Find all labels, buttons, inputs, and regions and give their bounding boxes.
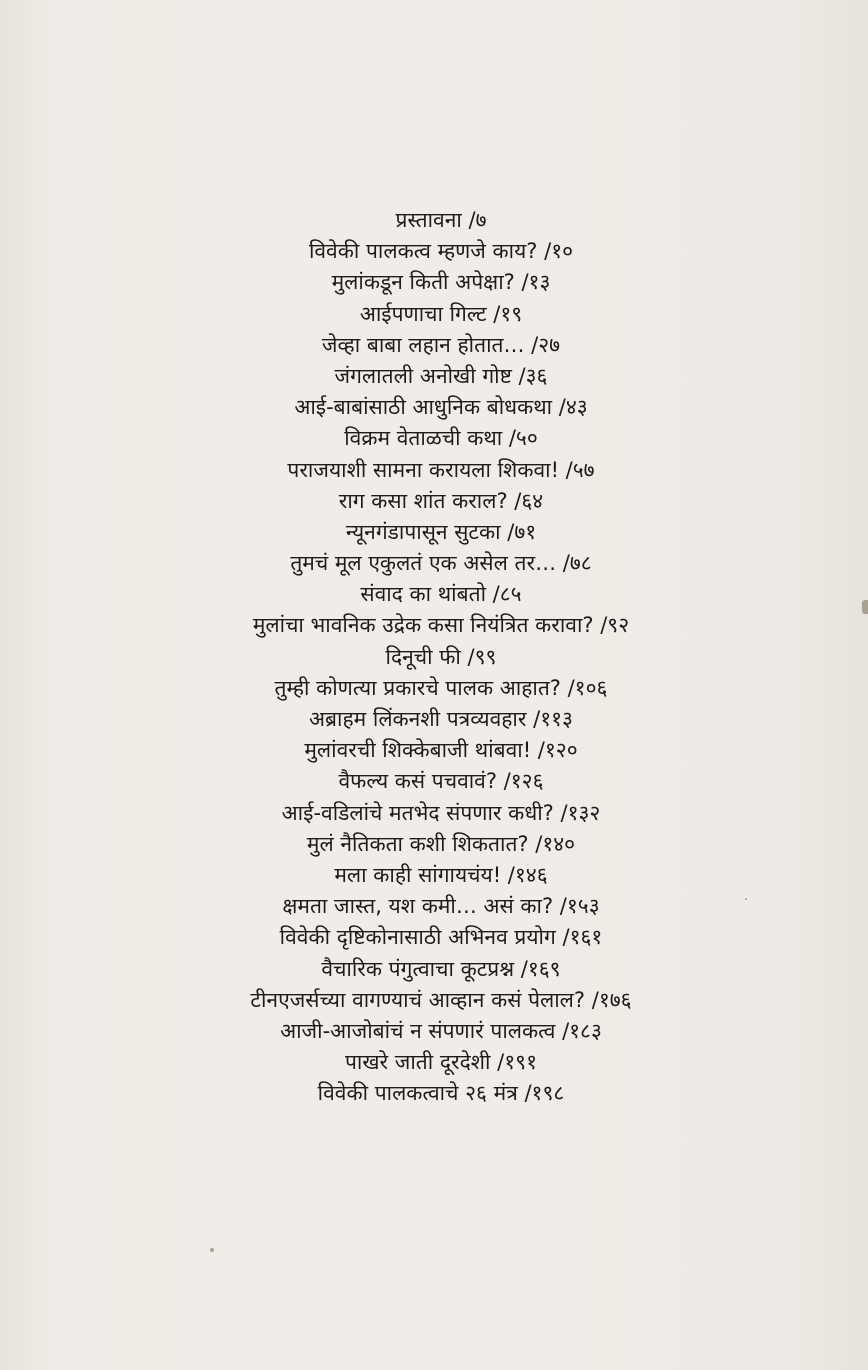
toc-entry: वैचारिक पंगुत्वाचा कूटप्रश्न /१६९ — [321, 956, 561, 981]
table-of-contents — [0, 205, 868, 1109]
toc-entry: वैफल्य कसं पचवावं? /१२६ — [338, 769, 544, 794]
toc-entry: विवेकी पालकत्वाचे २६ मंत्र /१९८ — [317, 1081, 565, 1106]
toc-entry: जेव्हा बाबा लहान होतात… /२७ — [321, 332, 561, 357]
toc-entry: अब्राहम लिंकनशी पत्रव्यवहार /११३ — [309, 707, 573, 731]
toc-entry: पराजयाशी सामना करायला शिकवा! /५७ — [287, 457, 595, 482]
toc-entry: संवाद का थांबतो /८५ — [360, 582, 522, 607]
toc-entry: विक्रम वेताळची कथा /५० — [344, 426, 538, 451]
toc-entry: विवेकी पालकत्व म्हणजे काय? /१० — [308, 239, 574, 264]
toc-entry: न्यूनगंडापासून सुटका /७१ — [345, 519, 537, 544]
toc-entry: क्षमता जास्त, यश कमी… असं का? /१५३ — [282, 894, 600, 919]
paper-speck — [745, 898, 747, 900]
toc-entry: मुलं नैतिकता कशी शिकतात? /१४० — [306, 831, 576, 856]
toc-entry: जंगलातली अनोखी गोष्ट /३६ — [334, 363, 548, 388]
toc-entry: आई-बाबांसाठी आधुनिक बोधकथा /४३ — [294, 395, 588, 420]
toc-entry: मुलांकडून किती अपेक्षा? /१३ — [331, 270, 551, 295]
toc-entry: मुलांचा भावनिक उद्रेक कसा नियंत्रित करावा? /९२ — [252, 613, 630, 638]
toc-entry: आजी-आजोबांचं न संपणारं पालकत्व /१८३ — [280, 1018, 602, 1043]
toc-entry: आई-वडिलांचे मतभेद संपणार कधी? /१३२ — [281, 800, 601, 825]
paper-speck — [210, 1248, 214, 1252]
toc-entry: मुलांवरची शिक्केबाजी थांबवा! /१२० — [304, 738, 578, 763]
toc-entry: विवेकी दृष्टिकोनासाठी अभिनव प्रयोग /१६१ — [279, 925, 603, 950]
toc-entry: आईपणाचा गिल्ट /१९ — [359, 301, 523, 326]
toc-entry: टीनएजर्सच्या वागण्याचं आव्हान कसं पेलाल? /१७६ — [250, 987, 632, 1012]
toc-entry: प्रस्तावना /७ — [395, 208, 487, 232]
toc-entry: मला काही सांगायचंय! /१४६ — [334, 862, 548, 887]
toc-entry: राग कसा शांत कराल? /६४ — [338, 488, 544, 513]
page-edge-mark — [862, 600, 868, 614]
toc-entry: दिनूची फी /९९ — [385, 644, 497, 669]
toc-entry: तुमचं मूल एकुलतं एक असेल तर… /७८ — [290, 551, 592, 576]
toc-entry: तुम्ही कोणत्या प्रकारचे पालक आहात? /१०६ — [274, 675, 608, 700]
toc-entry: पाखरे जाती दूरदेशी /१९१ — [344, 1050, 538, 1075]
